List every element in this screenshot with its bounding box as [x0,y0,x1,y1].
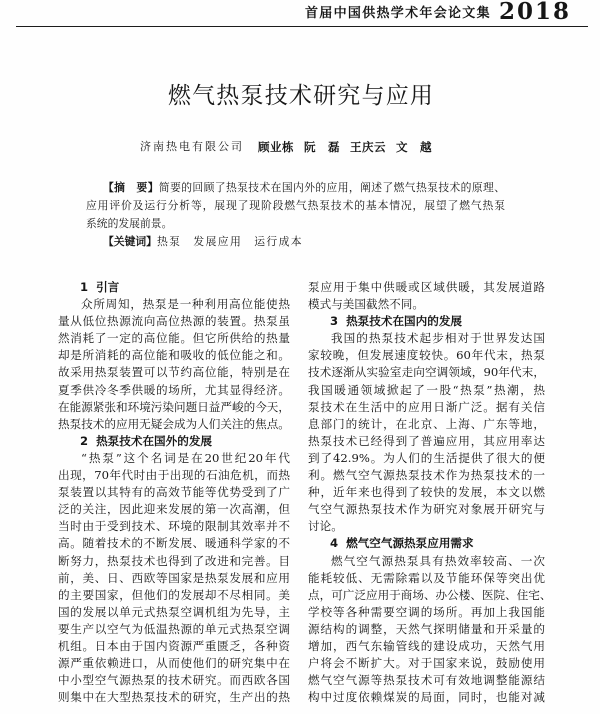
author-name: 文 越 [396,140,432,154]
body-text-line: 源结构的调整，天然气探明储量和开采量的 [308,621,545,636]
body-text-line: 燃气空气源等热泵技术可有效地调整能源结 [308,673,545,688]
section-number: 2 [80,433,89,448]
affiliation: 济南热电有限公司 [140,140,244,153]
body-text-line: 我国的热泵技术起步相对于世界发达国 [331,331,545,346]
body-text-line: 到了42.9%。为人们的生活提供了很大的便 [308,450,545,465]
body-text-line: 国的发展以单元式热泵空调机组为先导，主 [58,604,290,619]
section-heading [308,535,545,552]
body-text-line: 然消耗了一定的高位能。但它所供给的热量 [58,331,290,346]
keywords-line [103,233,403,251]
body-text-line: 夏季供冷冬季供暖的场所，尤其显得经济。 [58,382,290,397]
body-text-line: 断努力，热泵技术也得到了改进和完善。目 [58,553,290,568]
body-text-line: 的主要国家，但他们的发展却不尽相同。美 [58,587,290,602]
author-name: 顾业栋 [258,140,294,154]
body-text-line: 讨论。 [308,519,343,534]
body-text-line: 却是所消耗的高位能和吸收的低位能之和。 [58,348,290,363]
body-text-line: 当时由于受到技术、环境的限制其效率并不 [58,519,290,534]
body-text-line: 种，近年来也得到了较快的发展，本文以燃 [308,485,545,500]
section-number: 4 [330,536,339,551]
proceedings-year: 2018 [499,0,572,25]
body-text-line: 户将会不断扩大。对于国家来说，鼓励使用 [308,656,545,671]
abstract-line [103,179,505,197]
abstract-label: 【摘 要】 [103,181,159,194]
body-text-line: 中小型空气源热泵的技术研究。而西欧各国 [58,673,290,688]
body-text-line: 泵应用于集中供暖或区域供暖，其发展道路 [308,280,545,294]
body-text-line: 在能源紧张和环境污染问题日益严峻的今天， [58,399,290,414]
body-text-line: 家较晚，但发展速度较快。60年代末，热泵 [308,348,545,363]
body-text-line: 模式与美国截然不同。 [308,297,424,312]
paper-title: 燃气热泵技术研究与应用 [167,83,435,109]
body-text-line: 前，美、日、西欧等国家是热泵发展和应用 [58,570,290,585]
body-text-line: 息部门的统计，在北京、上海、广东等地， [308,416,545,431]
body-text-line: 学校等各种需要空调的场所。再加上我国能 [308,604,545,619]
author-line [140,139,432,155]
body-text-line: 机组。日本由于国内资源严重匮乏，各种资 [58,638,290,653]
body-text-line: 则集中在大型热泵技术的研究，生产出的热 [58,690,290,705]
body-text-line: 点，可广泛应用于商场、办公楼、医院、住宅、 [308,587,552,602]
body-text-line: 热泵技术已经得到了普遍应用，其应用率达 [308,433,545,448]
section-heading [58,433,290,450]
body-text-line: 技术逐渐从实验室走向空调领域，90年代末， [308,365,545,380]
keyword: 运行成本 [254,235,303,248]
body-text-line: 增加，西气东输管线的建设成功，天然气用 [308,638,545,653]
body-text-line: 泵技术在生活中的应用日渐广泛。据有关信 [308,399,545,414]
abstract-text: 简要的回顾了热泵技术在国内外的应用，阐述了燃气热泵技术的原理、 [158,181,506,194]
proceedings-title: 首届中国供热学术年会论文集 [305,6,491,21]
section-heading [58,279,290,296]
body-text-line: 泛的关注，因此迎来发展的第一次高潮，但 [58,502,290,517]
body-text-line: 气空气源热泵技术作为研究对象展开研究与 [308,502,545,517]
body-text-line: 要生产以空气为低温热源的单元式热泵空调 [58,621,290,636]
section-title: 热泵技术在国内的发展 [346,314,463,329]
section-heading [308,313,545,330]
author-name: 王庆云 [350,140,386,154]
body-text-line: 高。随着技术的不断发展、暖通科学家的不 [58,536,290,551]
body-text-line: 燃气空气源热泵具有热效率较高、一次 [331,553,545,568]
section-title: 燃气空气源热泵应用需求 [346,536,474,551]
body-text-line: 众所周知，热泵是一种利用高位能使热 [81,297,290,312]
body-text-line: 能耗较低、无需除霜以及节能环保等突出优 [308,570,545,585]
right-column [308,279,552,706]
body-text-line: 构中过度依赖煤炭的局面，同时，也能对减 [308,690,545,705]
body-text-line: 我国暖通领域掀起了一股“热泵”热潮，热 [308,382,545,397]
left-column [58,279,290,706]
body-text-line: 利。燃气空气源热泵技术作为热泵技术的一 [308,468,545,483]
body-text-line: 热泵技术的应用无疑会成为人们关注的焦点。 [58,416,290,431]
section-number: 3 [330,314,339,329]
keyword: 热泵 [156,235,182,248]
keywords-label: 【关键词】 [103,235,157,248]
body-text-line: 出现，70年代时由于出现的石油危机，而热 [58,468,290,483]
author-name: 阮 磊 [304,140,340,154]
body-text-line: 源严重依赖进口，从而使他们的研究集中在 [58,656,290,671]
section-title: 热泵技术在国外的发展 [96,433,213,448]
body-text-line: “热泵”这个名词是在20世纪20年代 [81,450,290,465]
section-number: 1 [80,280,89,294]
abstract-line: 应用评价及运行分析等，展现了现阶段燃气热泵技术的基本情况，展望了燃气热泵 [86,199,505,212]
body-text-line: 量从低位热源流向高位热源的装置。热泵虽 [58,314,290,329]
body-text-line: 泵装置以其特有的高效节能等优势受到了广 [58,485,290,500]
section-title: 引言 [96,280,120,294]
header-rule [16,26,588,27]
body-text-line: 故采用热泵装置可以节约高位能，特别是在 [58,365,290,380]
keyword: 发展应用 [193,235,243,248]
abstract-line: 系统的发展前景。 [86,217,173,230]
